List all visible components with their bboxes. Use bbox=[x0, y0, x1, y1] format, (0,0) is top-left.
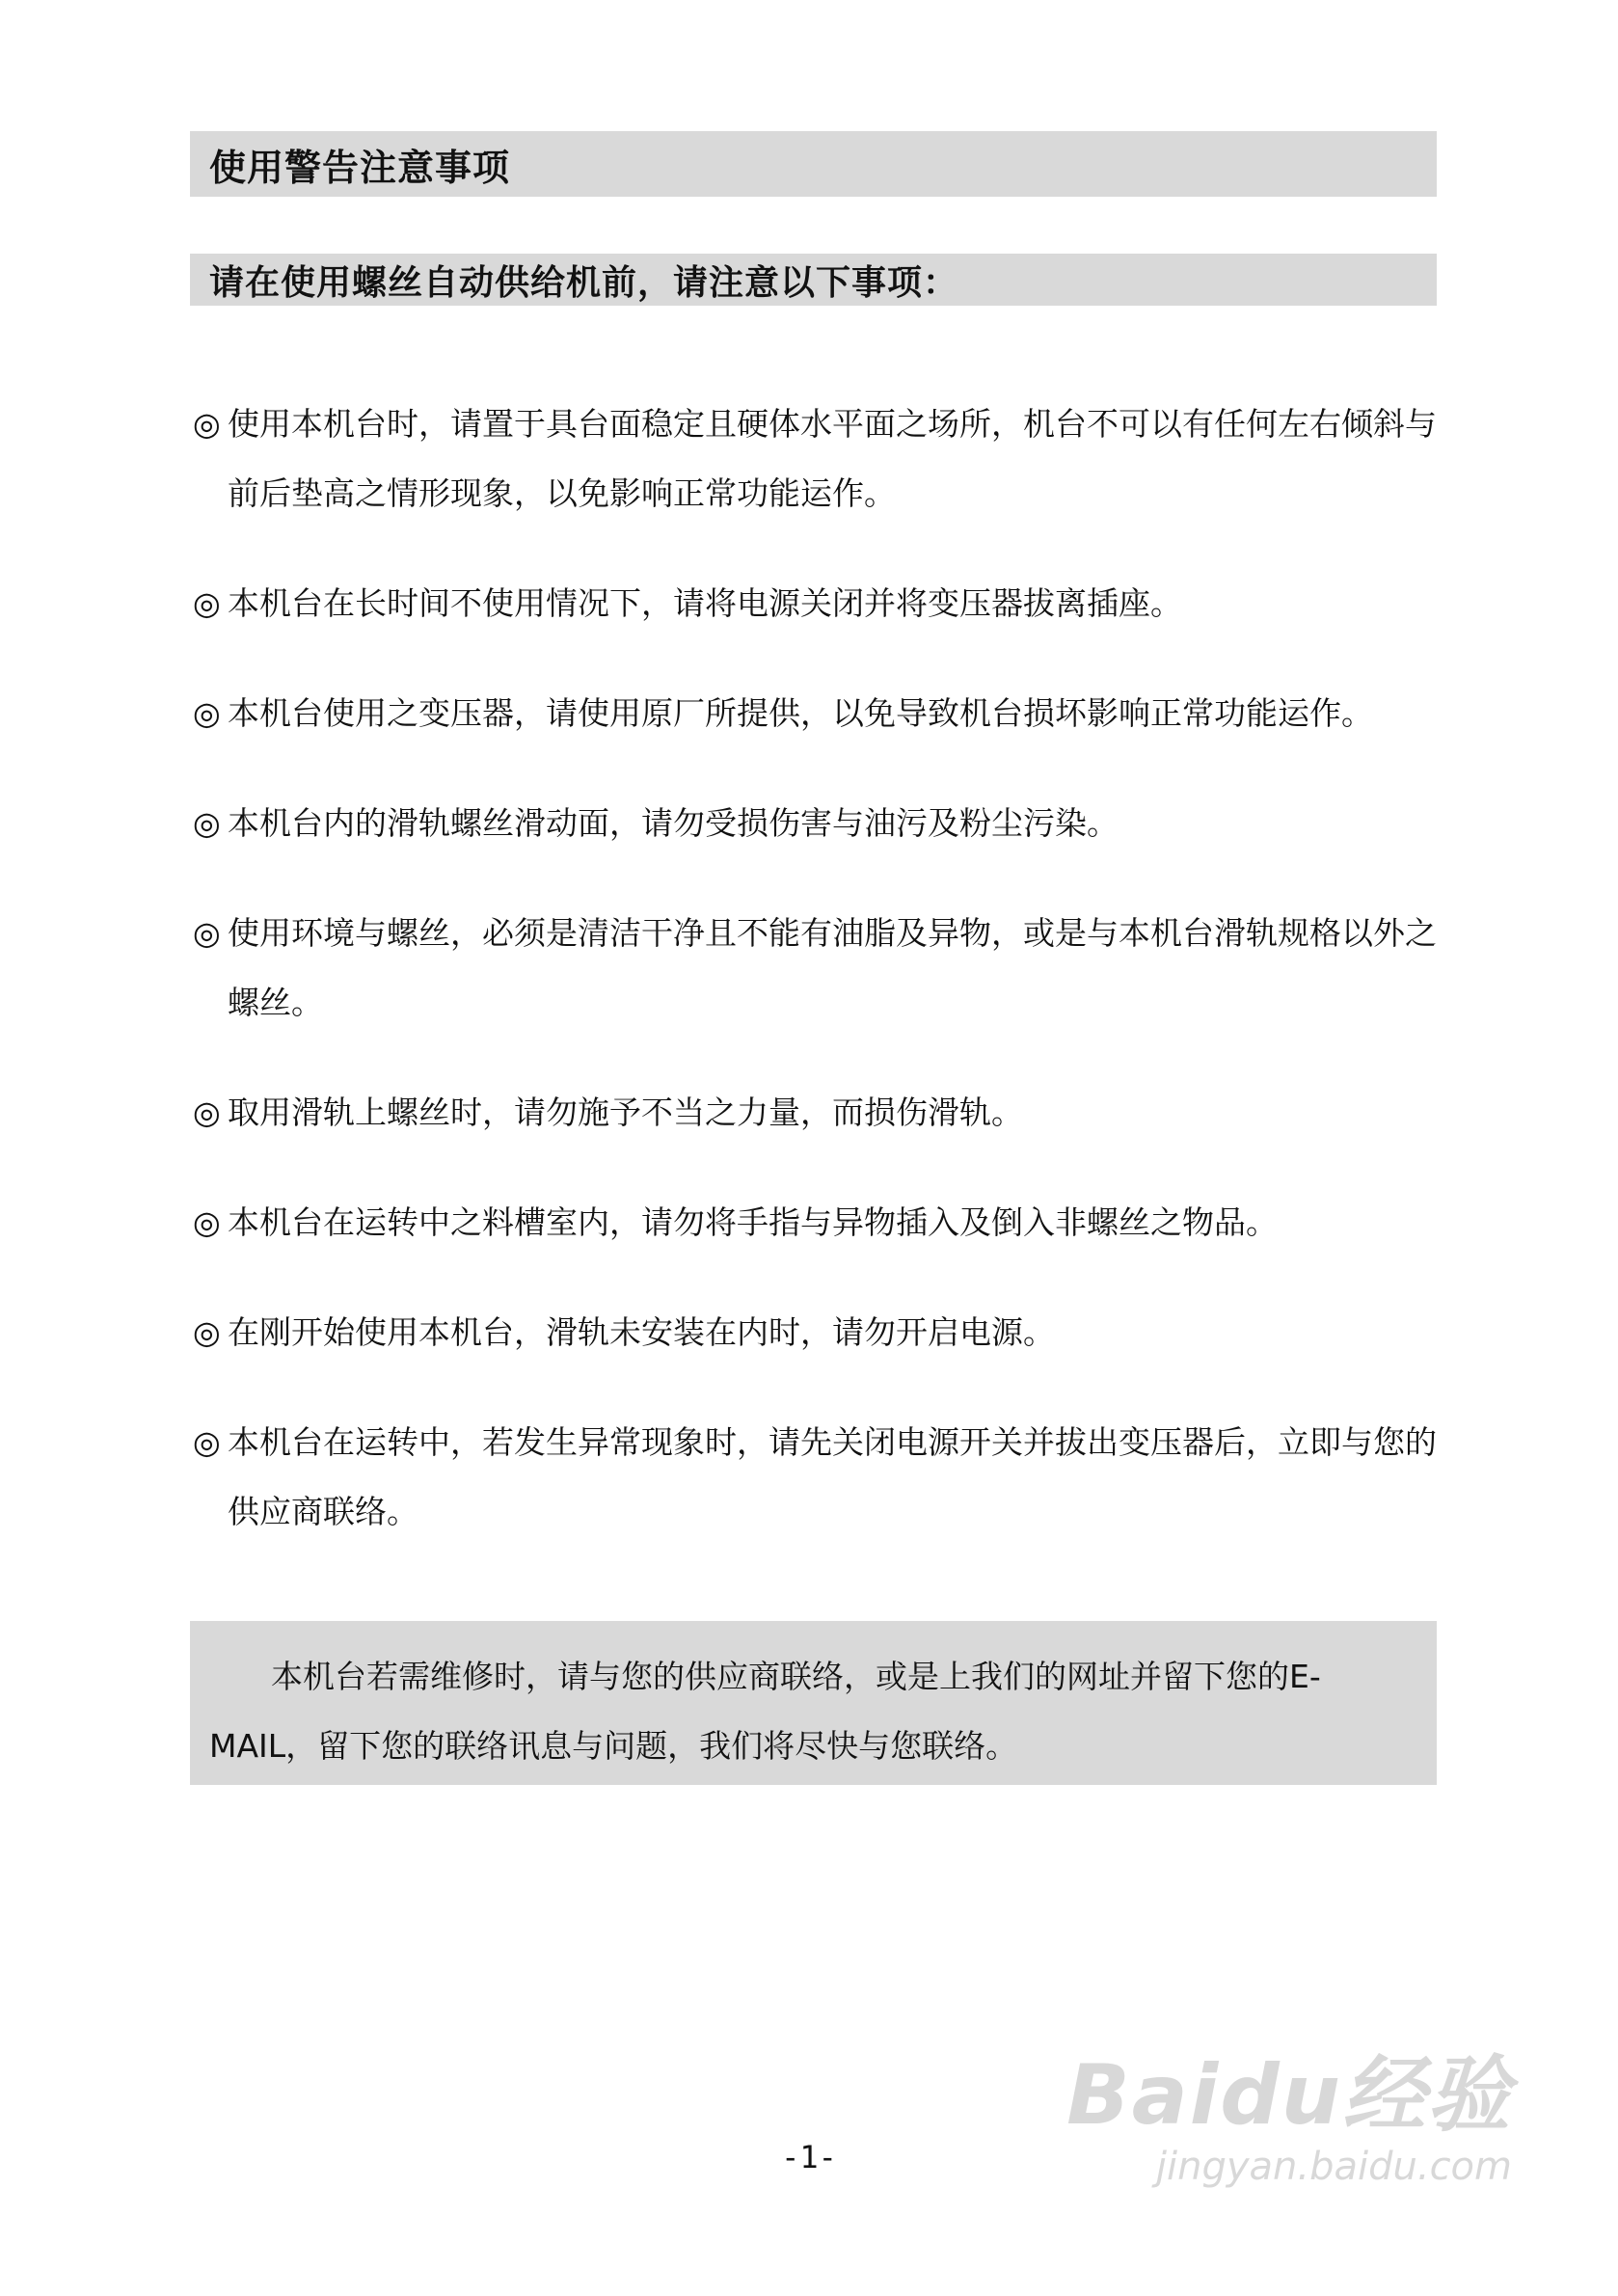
notice-text: 取用滑轨上螺丝时，请勿施予不当之力量，而损伤滑轨。 bbox=[228, 1094, 1023, 1131]
notice-item bbox=[193, 1188, 1446, 1257]
double-circle-bullet-icon: ◎ bbox=[193, 1423, 221, 1461]
watermark-url: jingyan.baidu.com bbox=[1155, 2145, 1512, 2189]
double-circle-bullet-icon: ◎ bbox=[193, 1313, 221, 1351]
double-circle-bullet-icon: ◎ bbox=[193, 914, 221, 952]
notice-text: 使用环境与螺丝，必须是清洁干净且不能有油脂及异物，或是与本机台滑轨规格以外之螺丝。 bbox=[228, 914, 1437, 1021]
notice-text: 在刚开始使用本机台，滑轨未安装在内时，请勿开启电源。 bbox=[228, 1313, 1055, 1351]
page-subtitle: 请在使用螺丝自动供给机前，请注意以下事项： bbox=[209, 262, 959, 303]
notice-text: 本机台在运转中之料槽室内，请勿将手指与异物插入及倒入非螺丝之物品。 bbox=[228, 1203, 1278, 1241]
notice-text: 本机台在运转中，若发生异常现象时，请先关闭电源开关并拔出变压器后，立即与您的供应商联络。 bbox=[228, 1423, 1437, 1530]
baidu-logo-icon: Baidu经验 bbox=[1066, 2047, 1512, 2144]
notice-item bbox=[193, 899, 1446, 1038]
notice-text: 本机台使用之变压器，请使用原厂所提供，以免导致机台损坏影响正常功能运作。 bbox=[228, 694, 1373, 732]
notice-text: 本机台内的滑轨螺丝滑动面，请勿受损伤害与油污及粉尘污染。 bbox=[228, 804, 1119, 842]
notice-item bbox=[193, 679, 1446, 748]
notice-list bbox=[193, 390, 1446, 1587]
double-circle-bullet-icon: ◎ bbox=[193, 584, 221, 622]
page-title: 使用警告注意事项 bbox=[209, 146, 511, 189]
double-circle-bullet-icon: ◎ bbox=[193, 405, 221, 443]
double-circle-bullet-icon: ◎ bbox=[193, 804, 221, 842]
notice-text: 使用本机台时，请置于具台面稳定且硬体水平面之场所，机台不可以有任何左右倾斜与前后垫高之情形现象，以免影响正常功能运作。 bbox=[228, 405, 1437, 512]
contact-notice-text: 本机台若需维修时，请与您的供应商联络，或是上我们的网址并留下您的E-MAIL，留下您的联络讯息与问题，我们将尽快与您联络。 bbox=[209, 1658, 1321, 1765]
notice-item bbox=[193, 789, 1446, 858]
page-title-bar bbox=[190, 131, 1437, 197]
double-circle-bullet-icon: ◎ bbox=[193, 694, 221, 732]
notice-item bbox=[193, 1078, 1446, 1148]
notice-item bbox=[193, 1408, 1446, 1547]
notice-item bbox=[193, 1298, 1446, 1367]
notice-item bbox=[193, 569, 1446, 638]
notice-item bbox=[193, 390, 1446, 528]
baidu-jingyan-watermark bbox=[1066, 2047, 1512, 2189]
page-number: -1- bbox=[781, 2139, 837, 2175]
double-circle-bullet-icon: ◎ bbox=[193, 1203, 221, 1241]
subtitle-bar bbox=[190, 254, 1437, 306]
contact-notice-box bbox=[190, 1621, 1437, 1785]
double-circle-bullet-icon: ◎ bbox=[193, 1094, 221, 1131]
notice-text: 本机台在长时间不使用情况下，请将电源关闭并将变压器拔离插座。 bbox=[228, 584, 1182, 622]
